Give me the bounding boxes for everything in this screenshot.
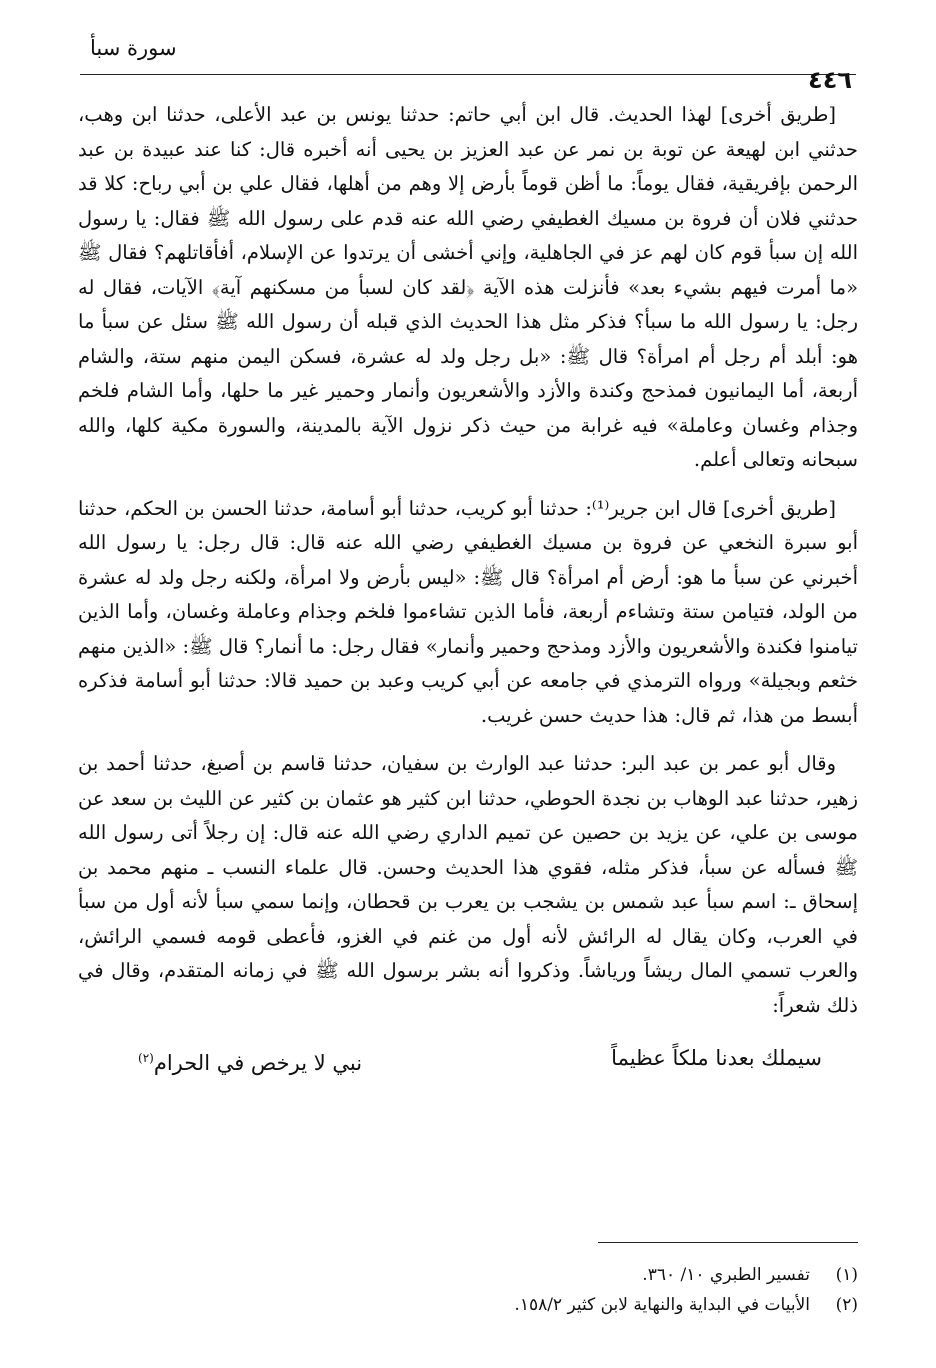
footnote-number: (١) <box>835 1265 858 1285</box>
verse-right-hemistich: سيملك بعدنا ملكاً عظيماً <box>611 1046 822 1070</box>
verse-left-hemistich: نبي لا يرخص في الحرام$^{(٢)}$ <box>138 1051 363 1075</box>
footnote-2 <box>78 1290 858 1320</box>
paragraph-1: [طريق أخرى] لهذا الحديث. قال ابن أبي حاتم: حدثنا يونس بن عبد الأعلى، حدثنا ابن وهب، حدثني ابن لهيعة عن توبة بن نمر عن عبد العزيز بن يحيى أنه أخبره قال: كنا عند عبيدة بن عبد الرحمن بإفريقية، فقال يوماً: ما أظن قوماً بأرض إلا وهم من أهلها، فقال علي بن أبي رباح: كلا قد حدثني فلان أن فروة بن مسيك الغطيفي رضي الله عنه قدم على رسول الله ﷺ فقال: يا رسول الله إن سبأ قوم كان لهم عز في الجاهلية، وإني أخشى أن يرتدوا عن الإسلام، أفأقاتلهم؟ فقال ﷺ «ما أمرت فيهم بشيء بعد» فأنزلت هذه الآية ﴿لقد كان لسبأ من مسكنهم آية﴾ الآيات، فقال له رجل: يا رسول الله ما سبأ؟ فذكر مثل هذا الحديث الذي قبله أن رسول الله ﷺ سئل عن سبأ ما هو: أبلد أم رجل أم امرأة؟ قال ﷺ: «بل رجل ولد له عشرة، فسكن اليمن منهم ستة، والشام أربعة، أما اليمانيون فمذحج وكندة والأزد والأشعريون وأنمار وحمير غير ما حلها، وأما الشام فلخم وجذام وغسان وعاملة» فيه غرابة من حيث ذكر نزول الآية بالمدينة، والسورة مكية كلها، والله سبحانه وتعالى أعلم. <box>78 103 858 471</box>
footnote-text: تفسير الطبري ١٠/ ٣٦٠. <box>642 1265 810 1285</box>
running-header <box>80 30 856 94</box>
footnote-marker: (٢) <box>138 1051 154 1065</box>
footnote-number: (٢) <box>835 1295 858 1315</box>
poetry-verse <box>78 1041 858 1081</box>
paragraph-2: [طريق أخرى] قال ابن جرير⁽¹⁾: حدثنا أبو كريب، حدثنا أبو أسامة، حدثنا الحسن بن الحكم، حدثنا أبو سبرة النخعي عن فروة بن مسيك الغطيفي رضي الله عنه قال: قال رجل: يا رسول الله أخبرني عن سبأ ما هو: أرض أم امرأة؟ قال ﷺ: «ليس بأرض ولا امرأة، ولكنه رجل ولد له عشرة من الولد، فتيامن ستة وتشاءم أربعة، فأما الذين تشاءموا فلخم وجذام وعاملة وغسان، وأما الذين تيامنوا فكندة والأشعريون والأزد ومذحج وحمير وأنمار» فقال رجل: ما أنمار؟ قال ﷺ: «الذين منهم خثعم وبجيلة» ورواه الترمذي في جامعه عن أبي كريب وعبد بن حميد قالا: حدثنا أبو أسامة فذكره أبسط من هذا، ثم قال: هذا حديث حسن غريب. <box>78 496 858 727</box>
paragraph-3: وقال أبو عمر بن عبد البر: حدثنا عبد الوارث بن سفيان، حدثنا قاسم بن أصبغ، حدثنا أحمد بن زهير، حدثنا عبد الوهاب بن نجدة الحوطي، حدثنا ابن كثير هو عثمان بن كثير عن الليث بن سعد عن موسى بن علي، عن يزيد بن حصين عن تميم الداري رضي الله عنه قال: إن رجلاً أتى رسول الله ﷺ فسأله عن سبأ، فذكر مثله، فقوي هذا الحديث وحسن. قال علماء النسب ـ منهم محمد بن إسحاق ـ: اسم سبأ عبد شمس بن يشجب بن يعرب بن قحطان، وإنما سمي سبأ لأنه أول من سبأ في العرب، وكان يقال له الرائش لأنه أول من غنم في الغزو، فأعطى قومه فسمي الرائش، والعرب تسمي المال ريشاً ورياشاً. وذكروا أنه بشر برسول الله ﷺ في زمانه المتقدم، وقال في ذلك شعراً: <box>78 752 858 1017</box>
footnote-1 <box>78 1260 858 1290</box>
footnotes <box>78 1260 858 1320</box>
main-text <box>78 98 858 1081</box>
page-number: ٤٤٦ <box>808 66 852 94</box>
footnote-divider <box>598 1242 858 1243</box>
surah-title: سورة سبأ <box>90 36 177 60</box>
footnote-text: الأبيات في البداية والنهاية لابن كثير ١٥٨/٢. <box>514 1295 810 1315</box>
